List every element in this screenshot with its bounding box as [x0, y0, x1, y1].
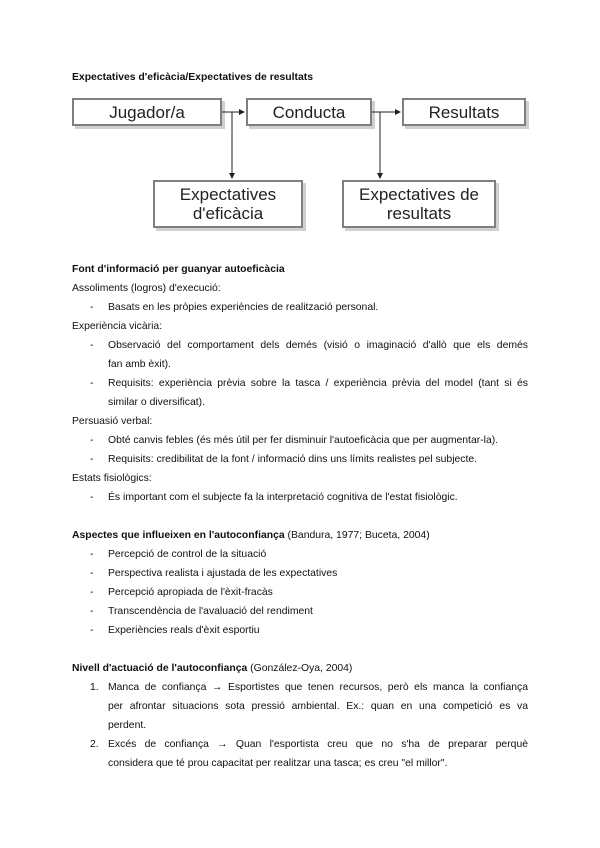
list-item-text-line2: fan amb èxit).: [108, 359, 171, 370]
bullet: -: [90, 492, 94, 503]
numbered-item-line2: considera que té prou capacitat per realitzar una tasca; es creu "el millor".: [108, 758, 448, 769]
numbered-item-line3: perdent.: [108, 720, 147, 731]
bullet: -: [90, 378, 94, 389]
list-item-text-line1: Observació del comportament dels demés (visió o imaginació d'allò que els demés: [108, 340, 528, 351]
bullet: -: [90, 549, 94, 560]
nivell-citation: (González-Oya, 2004): [247, 663, 353, 674]
numbered-item-line1: Excés de confiança → Quan l'esportista creu que no s'ha de preparar perquè: [108, 739, 528, 750]
diagram-title: Expectatives d'eficàcia/Expectatives de resultats: [72, 72, 314, 83]
bullet: -: [90, 302, 94, 313]
list-item-text: Experiències reals d'èxit esportiu: [108, 625, 260, 636]
aspectes-heading-line: [72, 526, 528, 545]
list-item: [90, 621, 528, 640]
list-item: [90, 564, 528, 583]
box-resultats2-line1: Expectatives de: [358, 185, 479, 204]
list-item-text: Basats en les pròpies experiències de realització personal.: [108, 302, 379, 313]
aspectes-citation: (Bandura, 1977; Buceta, 2004): [284, 530, 430, 541]
box-eficacia-line1: Expectatives: [179, 185, 277, 204]
assoliments-label: Assoliments (logros) d'execució:: [72, 283, 221, 294]
list-item: [90, 583, 528, 602]
estats-label: Estats fisiològics:: [72, 473, 152, 484]
list-item-text: Transcendència de l'avaluació del rendiment: [108, 606, 313, 617]
list-item: [90, 488, 528, 507]
list-item-text: És important com el subjecte fa la interpretació cognitiva de l'estat fisiològic.: [108, 492, 458, 503]
diagram-arrows: [0, 0, 600, 240]
nivell-heading-line: [72, 659, 528, 678]
numbered-item-line2: per afrontar situacions sota pressió ambiental. Ex.: quan en una competició es va: [108, 701, 528, 712]
list-item-text: Requisits: credibilitat de la font / informació dins uns límits realistes pel subjecte.: [108, 454, 478, 465]
numbered-item: [90, 735, 528, 773]
list-item: [90, 374, 528, 412]
list-item: [90, 298, 528, 317]
list-item-text: Perspectiva realista i ajustada de les expectatives: [108, 568, 338, 579]
bullet: -: [90, 587, 94, 598]
list-item-text: Percepció de control de la situació: [108, 549, 267, 560]
box-jugador-label: Jugador/a: [109, 102, 185, 122]
bullet: -: [90, 568, 94, 579]
item-number: 1.: [90, 682, 99, 693]
fonts-heading: Font d'informació per guanyar autoeficàcia: [72, 264, 285, 275]
list-item: [90, 336, 528, 374]
list-item: [90, 602, 528, 621]
list-item-text: Obté canvis febles (és més útil per fer disminuir l'autoeficàcia que per augmentar-la).: [108, 435, 499, 446]
numbered-item: [90, 678, 528, 735]
aspectes-heading: Aspectes que influeixen en l'autoconfiança: [72, 530, 285, 541]
persuasio-label: Persuasió verbal:: [72, 416, 153, 427]
item-number: 2.: [90, 739, 99, 750]
experiencia-label: Experiència vicària:: [72, 321, 163, 332]
list-item-text-line2: similar o diversificat).: [108, 397, 205, 408]
list-item: [90, 545, 528, 564]
box-conducta-label: Conducta: [272, 102, 346, 122]
bullet: -: [90, 435, 94, 446]
box-resultats-label: Resultats: [428, 102, 500, 122]
bullet: -: [90, 454, 94, 465]
bullet: -: [90, 340, 94, 351]
box-eficacia-line2: d'eficàcia: [192, 204, 264, 223]
numbered-item-line1: Manca de confiança → Esportistes que tenen recursos, però els manca la confiança: [108, 682, 528, 693]
list-item-text-line1: Requisits: experiència prèvia sobre la tasca / experiència prèvia del model (tant si és: [108, 378, 528, 389]
nivell-heading: Nivell d'actuació de l'autoconfiança: [72, 663, 248, 674]
list-item: [90, 450, 528, 469]
list-item: [90, 431, 528, 450]
bullet: -: [90, 625, 94, 636]
bullet: -: [90, 606, 94, 617]
box-resultats2-line2: resultats: [386, 204, 452, 223]
list-item-text: Percepció apropiada de l'èxit-fracàs: [108, 587, 273, 598]
